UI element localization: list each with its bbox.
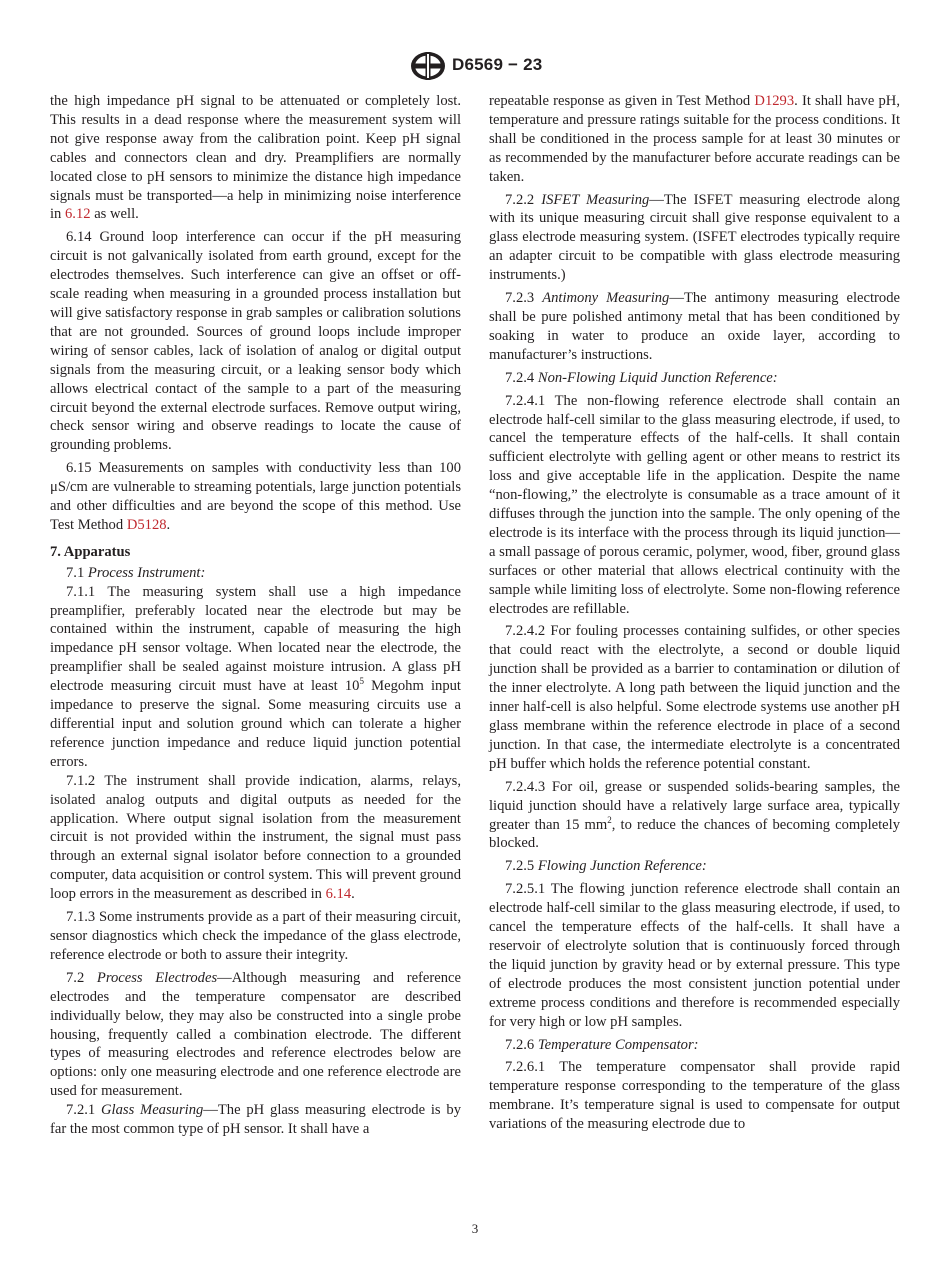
paragraph-7-2-4-2: 7.2.4.2 For fouling processes containing sulfides, or other species that could react with the electrolyte, a second or double liquid junction shall be provided as a barrier to contamination or dilution of the inner electrolyte. A long path between the liquid junction and the inner half-cell is also helpful. Some electrode systems use another pH glass membrane within the reference electrode in place of a second junction. In that case, the intermediate electrolyte is a concentrated pH buffer which holds the reference potential constant. (489, 623, 900, 772)
xref-link[interactable]: D1293 (754, 93, 795, 109)
xref-link[interactable]: 6.12 (65, 206, 91, 223)
paragraph-7-1-2: 7.1.2 The instrument shall provide indication, alarms, relays, isolated analog outputs and digital outputs as needed for the application. Where output signal isolation from the measurement circuit is not provided within the instrument, the signal must pass through an external signal isolator before connection to a grounded computer, data acquisition or control system. This will prevent ground loop errors in the measurement as described in 6.14. (50, 772, 461, 903)
paragraph-7-2-4: 7.2.4 Non-Flowing Liquid Junction Reference: (505, 369, 778, 386)
left-column (50, 92, 461, 1139)
paragraph-6-14: 6.14 Ground loop interference can occur if the pH measuring circuit is not galvanically isolated from earth ground, except for the electrodes themselves. Such interference can give an offset or off-scale reading when measuring in a grounded process installation but will give satisfactory response in grab samples or calibration solutions that are not grounded. Sources of ground loops include improper wiring of sensor cables, lack of isolation of analog or digital output signals from the measuring circuit, or a leaking sensor body which allows electrical contact of the sample to a part of the measuring circuit beyond the external electrode surfaces. Remove output wiring, check sensor wiring and observe readings to locate the cause of grounding problems. (50, 229, 461, 454)
paragraph-7-2-4-3: 7.2.4.3 For oil, grease or suspended solids-bearing samples, the liquid junction should have a relatively large surface area, typically greater than 15 $mm^2$, to reduce the chances of becoming completely blocked. (489, 778, 900, 852)
paragraph-continued: the high impedance pH signal to be attenuated or completely lost. This results in a dead response where the measurement system will not give response away from the calibration point. Keep pH signal cables and connectors clean and dry. Preamplifiers are normally located close to pH sensors to minimize the distance high impedance signals must be transported—a help in minimizing noise interference in 6.12 as well. (50, 93, 461, 223)
paragraph-7-2-2: 7.2.2 ISFET Measuring—The ISFET measuring electrode along with its unique measuring circuit shall give response equivalent to a glass electrode measuring system. (ISFET electrodes typically require an adapter circuit to be compatible with glass electrode measuring instruments.) (489, 191, 900, 284)
page-header (0, 50, 950, 84)
paragraph-continued: repeatable response as given in Test Method D1293. It shall have pH, temperature and pressure ratings suitable for the process conditions. It shall be conditioned in the process sample for at least 30 minutes or as recommended by the manufacturer before accurate readings can be taken. (489, 93, 900, 185)
astm-logo-icon (409, 50, 447, 82)
paragraph-7-2: 7.2 Process Electrodes—Although measuring and reference electrodes and the temperature compensator are described individually below, they may also be constructed into a single probe housing, frequently called a combination electrode. The different types of measuring electrodes and reference electrodes below are options: only one measuring electrode and one reference electrode are used for measurement. (50, 969, 461, 1100)
page-number: 3 (471, 1221, 479, 1236)
paragraph-7-2-1: 7.2.1 Glass Measuring—The pH glass measuring electrode is by far the most common type of pH sensor. It shall have a (50, 1102, 461, 1138)
xref-link[interactable]: 6.14 (325, 886, 352, 903)
section-heading-apparatus: 7. Apparatus (50, 543, 131, 560)
paragraph-7-2-6: 7.2.6 Temperature Compensator: (505, 1036, 699, 1053)
xref-link[interactable]: D5128 (126, 516, 167, 533)
paragraph-7-2-5: 7.2.5 Flowing Junction Reference: (505, 858, 707, 875)
paragraph-7-1: 7.1 Process Instrument: (66, 564, 206, 581)
paragraph-7-2-3: 7.2.3 Antimony Measuring—The antimony measuring electrode shall be pure polished antimony metal that has been conditioned by soaking in water to produce an oxide layer, according to manufacturer’s instructions. (489, 290, 900, 363)
paragraph-7-1-3: 7.1.3 Some instruments provide as a part of their measuring circuit, sensor diagnostics which check the impedance of the glass electrode, reference electrode or both to assure their integrity. (50, 909, 461, 963)
paragraph-7-1-1: 7.1.1 The measuring system shall use a high impedance preamplifier, preferably located near the electrode but may be contained within the instrument, capable of measuring the high impedance pH sensor voltage. When located near the electrode, the preamplifier shall be sealed against moisture intrusion. A glass pH electrode measuring circuit must have at least $10^5$ Megohm input impedance to preserve the signal. Some measuring circuits use a differential input and solution ground which can tolerate a higher reference junction impedance and reduce liquid junction potential errors. (50, 583, 462, 770)
right-column (489, 92, 900, 1134)
paragraph-7-2-5-1: 7.2.5.1 The flowing junction reference electrode shall contain an electrode half-cell similar to the glass measuring electrode, if used, to cancel the temperature effects of the half-cells. It shall have a reservoir of electrolyte solution that is continuously forced through the liquid junction by gravity head or by external pressure. This type of electrode produces the most consistent junction potential under extreme process conditions and therefore is recommended especially for very high or low pH samples. (489, 881, 901, 1030)
paragraph-7-2-4-1: 7.2.4.1 The non-flowing reference electrode shall contain an electrode half-cell similar to the glass measuring electrode, if used, to cancel the temperature effects of the half-cells. It shall contain sufficient electrolyte with gelling agent or other means to restrict its loss and give acceptable life in the application. Despite the name “non-flowing,” the electrolyte is consumable as a trace amount of it diffuses through the junction into the sample. The only opening of the electrode is its interface with the process through its liquid junction—a small passage of porous ceramic, polymer, wood, fiber, ground glass surfaces or other material that allows electrical continuity with the sample while limiting loss of electrolyte. Some non-flowing reference electrodes are refillable. (489, 392, 900, 617)
paragraph-6-15: 6.15 Measurements on samples with conductivity less than 100 μS/cm are vulnerable to streaming potentials, large junction potentials and other difficulties and are beyond the scope of this method. Use Test Method D5128. (50, 460, 461, 533)
paragraph-7-2-6-1: 7.2.6.1 The temperature compensator shall provide rapid temperature response corresponding to the temperature of the glass membrane. It’s temperature signal is used to compensate for output variations of the measuring electrode due to (489, 1059, 900, 1133)
document-designation: D6569 − 23 (452, 55, 543, 74)
